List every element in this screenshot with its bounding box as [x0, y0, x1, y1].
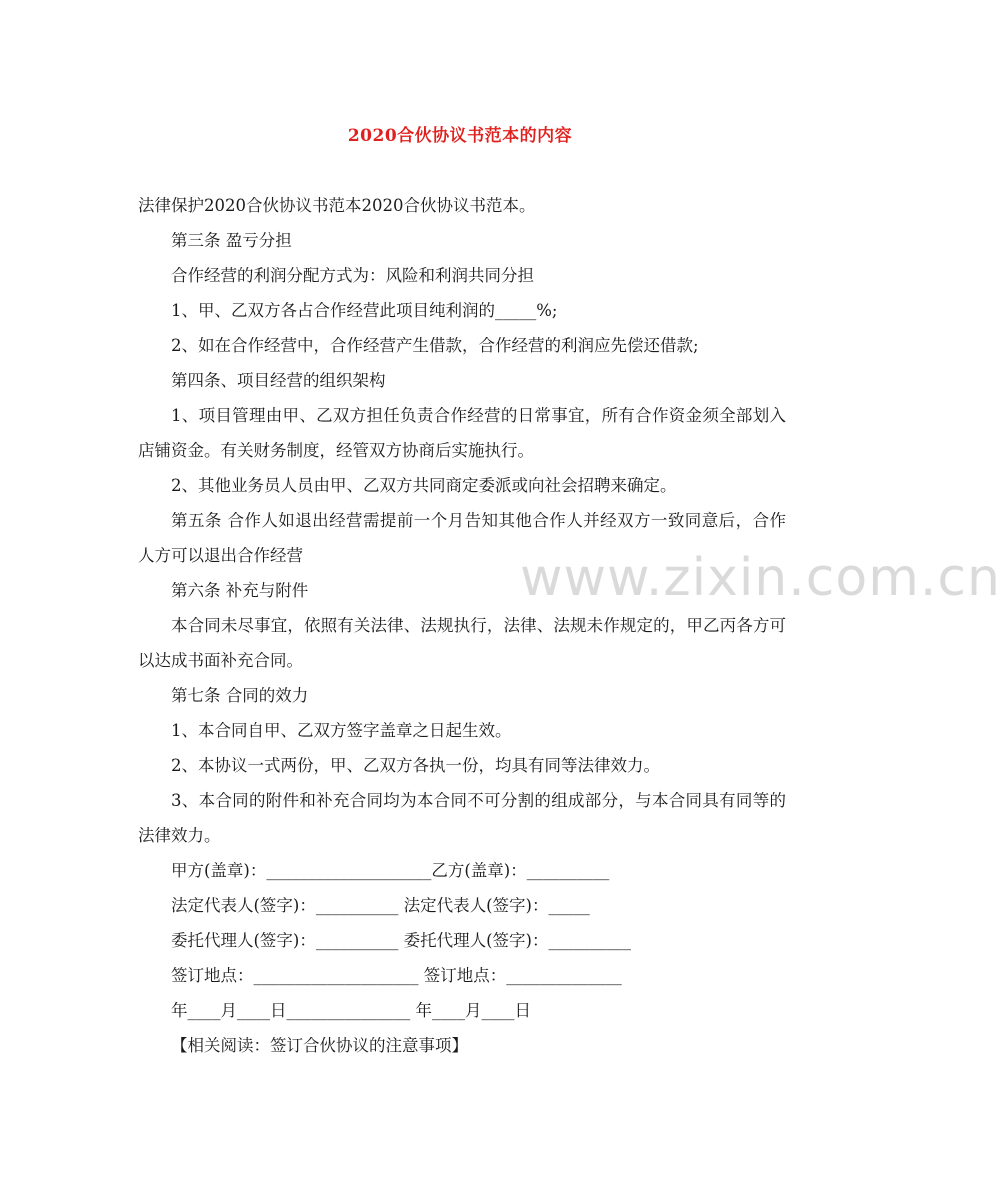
signature-legal-rep-line: 法定代表人(签字)：__________ 法定代表人(签字)：_____ [171, 896, 590, 915]
article-4-clause-2: 2、其他业务员人员由甲、乙双方共同商定委派或向社会招聘来确定。 [171, 476, 677, 495]
related-reading: 【相关阅读：签订合伙协议的注意事项】 [171, 1036, 468, 1055]
signing-location-line: 签订地点：____________________ 签订地点：______________ [171, 966, 622, 985]
profit-distribution-method: 合作经营的利润分配方式为：风险和利润共同分担 [171, 266, 534, 285]
article-6-content: 本合同未尽事宜，依照有关法律、法规执行，法律、法规未作规定的，甲乙丙各方可以达成书面补充合同。 [138, 616, 786, 670]
article-5: 第五条 合作人如退出经营需提前一个月告知其他合作人并经双方一致同意后，合作人方可以退出合作经营 [138, 511, 786, 565]
article-4-clause-1: 1、项目管理由甲、乙双方担任负责合作经营的日常事宜，所有合作资金须全部划入店铺资金。有关财务制度，经管双方协商后实施执行。 [138, 406, 786, 460]
watermark: www.zixin.com.cn [520, 548, 1001, 608]
article-6-heading: 第六条 补充与附件 [171, 581, 309, 600]
signature-agent-line: 委托代理人(签字)：__________ 委托代理人(签字)：__________ [171, 931, 631, 950]
article-3-clause-2: 2、如在合作经营中，合作经营产生借款，合作经营的利润应先偿还借款; [171, 336, 699, 355]
paragraph-intro: 法律保护2020合伙协议书范本2020合伙协议书范本。 [138, 196, 536, 215]
document-title: 2020合伙协议书范本的内容 [347, 126, 573, 146]
article-7-clause-2: 2、本协议一式两份，甲、乙双方各执一份，均具有同等法律效力。 [171, 756, 660, 775]
article-7-clause-1: 1、本合同自甲、乙双方签字盖章之日起生效。 [171, 721, 512, 740]
article-7-clause-3: 3、本合同的附件和补充合同均为本合同不可分割的组成部分，与本合同具有同等的法律效力。 [138, 791, 786, 845]
document-body [138, 188, 786, 1063]
article-4-heading: 第四条、项目经营的组织架构 [171, 371, 386, 390]
article-3-clause-1: 1、甲、乙双方各占合作经营此项目纯利润的_____%; [171, 301, 558, 320]
article-3-heading: 第三条 盈亏分担 [171, 231, 292, 250]
signature-seal-line: 甲方(盖章)：____________________乙方(盖章)：__________ [171, 861, 610, 880]
signing-date-line: 年____月____日_______________ 年____月____日 [171, 1001, 531, 1020]
article-7-heading: 第七条 合同的效力 [171, 686, 309, 705]
